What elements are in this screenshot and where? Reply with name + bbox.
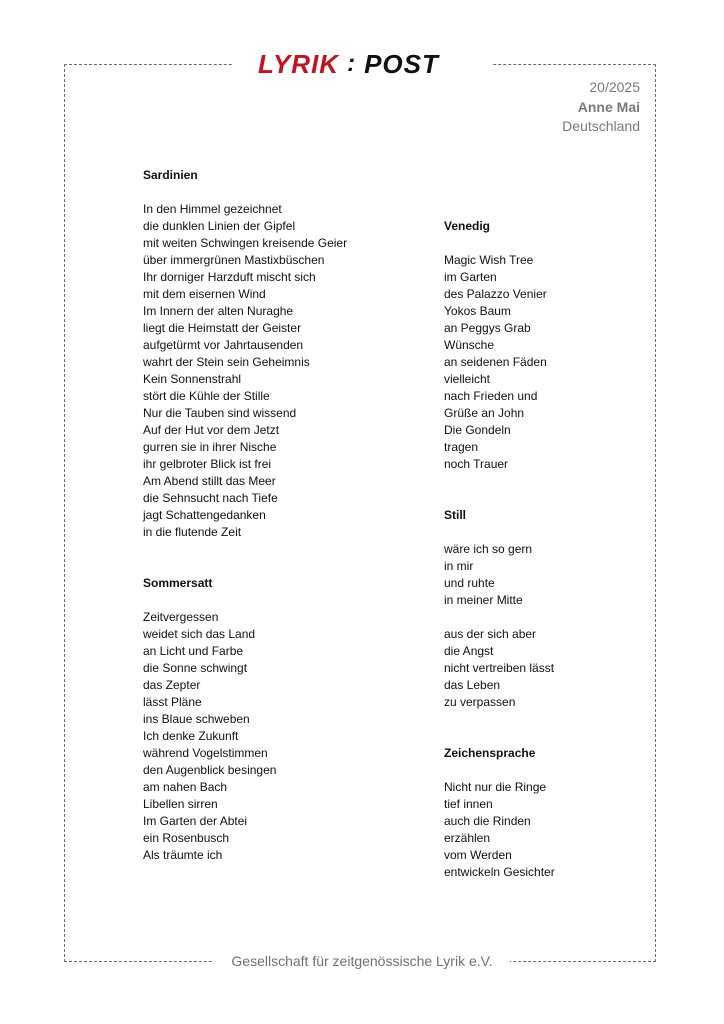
footer-society: Gesellschaft für zeitgenössische Lyrik e.V. <box>231 953 493 969</box>
poem-line: liegt die Heimstatt der Geister <box>143 321 302 335</box>
poem-column-left <box>143 167 393 864</box>
poem-stanza <box>444 779 644 881</box>
poem-spacer <box>444 711 644 745</box>
poem-line: tragen <box>444 440 479 454</box>
poem-line: stört die Kühle der Stille <box>143 389 270 403</box>
poem-line: die Angst <box>444 644 494 658</box>
poem-line: das Zepter <box>143 678 201 692</box>
poem-line: in meiner Mitte <box>444 593 523 607</box>
poem-line: Im Innern der alten Nuraghe <box>143 304 294 318</box>
poem-line: Ihr dorniger Harzduft mischt sich <box>143 270 316 284</box>
poem-line: wäre ich so gern <box>444 542 533 556</box>
poem-line: erzählen <box>444 831 491 845</box>
poem-line: an seidenen Fäden <box>444 355 547 369</box>
poem-venedig <box>444 218 644 473</box>
logo-separator: : <box>347 50 357 77</box>
poem-stanza <box>444 252 644 473</box>
poem-line: an Licht und Farbe <box>143 644 244 658</box>
poem-line: noch Trauer <box>444 457 509 471</box>
poem-still <box>444 507 644 711</box>
poem-line: nach Frieden und <box>444 389 538 403</box>
poem-line: jagt Schattengedanken <box>143 508 266 522</box>
poem-line: am nahen Bach <box>143 780 228 794</box>
poem-column-right <box>444 218 644 881</box>
poem-line: gurren sie in ihrer Nische <box>143 440 277 454</box>
poem-line: Wünsche <box>444 338 495 352</box>
poem-line: Am Abend stillt das Meer <box>143 474 276 488</box>
poem-line: wahrt der Stein sein Geheimnis <box>143 355 310 369</box>
poem-line: die Sehnsucht nach Tiefe <box>143 491 278 505</box>
poem-zeichensprache <box>444 745 644 881</box>
stanza-break <box>444 762 644 779</box>
poem-line: lässt Pläne <box>143 695 202 709</box>
poem-title: Venedig <box>444 219 491 233</box>
poem-title: Sardinien <box>143 168 198 182</box>
logo-word-post: POST <box>364 48 439 79</box>
logo-word-lyrik: LYRIK <box>258 48 340 79</box>
poem-line: mit weiten Schwingen kreisende Geier <box>143 236 348 250</box>
poem-line: Zeitvergessen <box>143 610 219 624</box>
poem-line: des Palazzo Venier <box>444 287 547 301</box>
stanza-break <box>444 524 644 541</box>
poem-line: das Leben <box>444 678 501 692</box>
poem-sardinien <box>143 167 393 541</box>
poem-line: an Peggys Grab <box>444 321 531 335</box>
poem-line: Nur die Tauben sind wissend <box>143 406 297 420</box>
poem-stanza <box>444 541 644 609</box>
poem-line: Magic Wish Tree <box>444 253 534 267</box>
poem-sommersatt <box>143 575 393 864</box>
poem-title: Zeichensprache <box>444 746 536 760</box>
poem-stanza <box>444 626 644 711</box>
poem-line: Kein Sonnenstrahl <box>143 372 242 386</box>
poem-line: weidet sich das Land <box>143 627 256 641</box>
poem-line: ins Blaue schweben <box>143 712 250 726</box>
poem-line: Als träumte ich <box>143 848 223 862</box>
poem-stanza <box>143 609 393 864</box>
poem-line: Die Gondeln <box>444 423 511 437</box>
poem-line: und ruhte <box>444 576 495 590</box>
poem-line: Nicht nur die Ringe <box>444 780 547 794</box>
poem-line: mit dem eisernen Wind <box>143 287 266 301</box>
stanza-break <box>444 609 644 626</box>
poem-line: während Vogelstimmen <box>143 746 268 760</box>
poem-line: Yokos Baum <box>444 304 511 318</box>
poem-line: über immergrünen Mastixbüschen <box>143 253 325 267</box>
poem-line: zu verpassen <box>444 695 516 709</box>
poem-title: Still <box>444 508 467 522</box>
author-country: Deutschland <box>562 118 640 134</box>
stanza-break <box>143 592 393 609</box>
poem-line: in die flutende Zeit <box>143 525 242 539</box>
poem-line: aufgetürmt vor Jahrtausenden <box>143 338 304 352</box>
poem-line: tief innen <box>444 797 493 811</box>
author-name: Anne Mai <box>577 98 640 115</box>
poem-line: auch die Rinden <box>444 814 531 828</box>
poem-line: die Sonne schwingt <box>143 661 248 675</box>
poem-line: entwickeln Gesichter <box>444 865 555 879</box>
stanza-break <box>444 235 644 252</box>
poem-line: Ich denke Zukunft <box>143 729 239 743</box>
poem-line: vom Werden <box>444 848 512 862</box>
issue-number: 20/2025 <box>589 79 640 95</box>
poem-spacer <box>143 541 393 575</box>
poem-line: den Augenblick besingen <box>143 763 277 777</box>
poem-line: die dunklen Linien der Gipfel <box>143 219 296 233</box>
poem-line: ihr gelbroter Blick ist frei <box>143 457 272 471</box>
poem-line: im Garten <box>444 270 497 284</box>
brand-logo <box>258 44 439 84</box>
poem-line: in mir <box>444 559 474 573</box>
poem-line: In den Himmel gezeichnet <box>143 202 282 216</box>
poem-line: Im Garten der Abtei <box>143 814 248 828</box>
poem-line: Libellen sirren <box>143 797 218 811</box>
issue-meta <box>562 78 640 137</box>
poem-spacer <box>444 473 644 507</box>
poem-line: vielleicht <box>444 372 491 386</box>
poem-line: aus der sich aber <box>444 627 537 641</box>
poem-line: ein Rosenbusch <box>143 831 230 845</box>
poem-stanza <box>143 201 393 541</box>
poem-title: Sommersatt <box>143 576 213 590</box>
poem-line: Auf der Hut vor dem Jetzt <box>143 423 280 437</box>
stanza-break <box>143 184 393 201</box>
poem-line: nicht vertreiben lässt <box>444 661 555 675</box>
poem-line: Grüße an John <box>444 406 525 420</box>
